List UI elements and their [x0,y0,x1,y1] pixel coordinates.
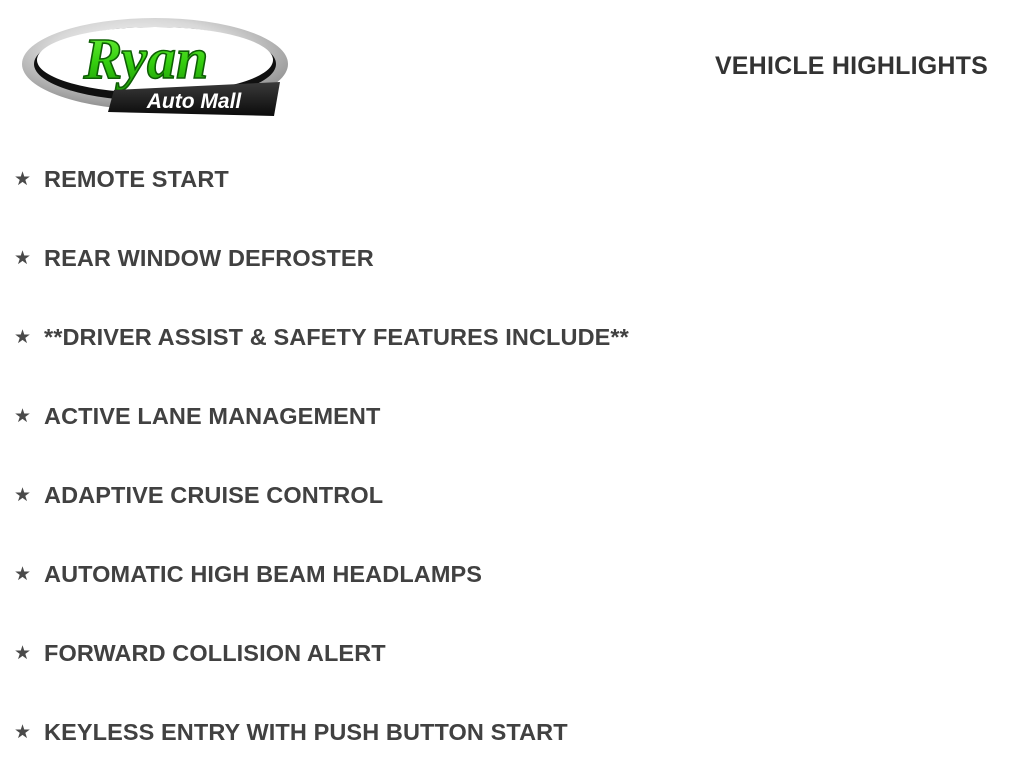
highlight-label: AUTOMATIC HIGH BEAM HEADLAMPS [44,561,483,587]
highlight-label: REAR WINDOW DEFROSTER [44,245,374,271]
star-icon: ★ [14,485,32,506]
star-icon: ★ [14,643,32,664]
highlight-label: **DRIVER ASSIST & SAFETY FEATURES INCLUDE** [44,324,629,350]
highlight-label: KEYLESS ENTRY WITH PUSH BUTTON START [44,719,568,745]
ryan-auto-mall-logo [18,12,293,122]
list-item [0,693,1024,772]
page-title: VEHICLE HIGHLIGHTS [714,52,988,80]
page-header [0,0,1024,130]
star-icon: ★ [14,169,32,190]
star-icon: ★ [14,327,32,348]
highlight-label: REMOTE START [44,166,229,192]
list-item [0,456,1024,535]
svg-text:Ryan: Ryan [83,26,209,91]
list-item [0,140,1024,219]
star-icon: ★ [14,248,32,269]
highlight-label: ACTIVE LANE MANAGEMENT [44,403,381,429]
list-item [0,377,1024,456]
list-item [0,614,1024,693]
list-item [0,219,1024,298]
star-icon: ★ [14,406,32,427]
list-item [0,535,1024,614]
svg-text:Auto Mall: Auto Mall [146,90,242,113]
highlight-label: FORWARD COLLISION ALERT [44,640,386,666]
star-icon: ★ [14,564,32,585]
vehicle-highlights-list [0,140,1024,772]
highlight-label: ADAPTIVE CRUISE CONTROL [44,482,384,508]
star-icon: ★ [14,722,32,743]
list-item [0,298,1024,377]
